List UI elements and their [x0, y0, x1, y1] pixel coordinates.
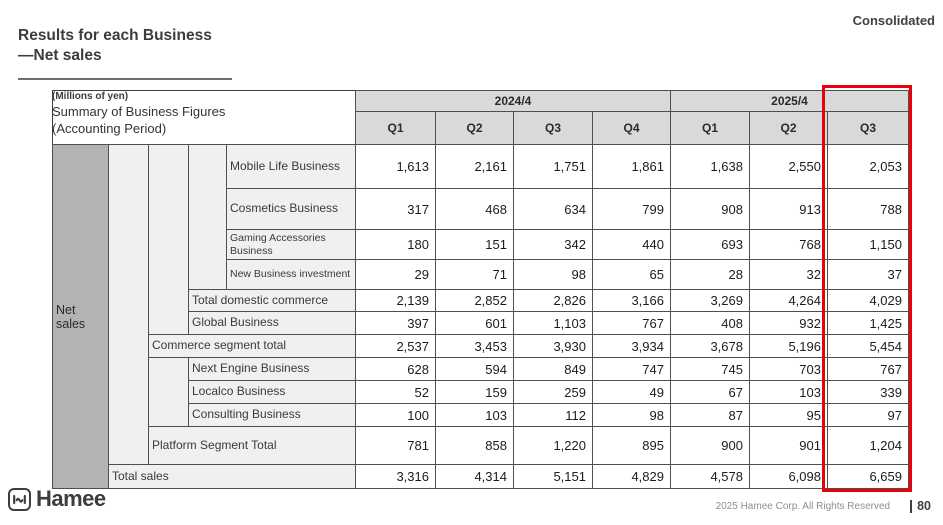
value-cell: 317: [356, 189, 436, 230]
value-cell: 6,659: [828, 465, 909, 489]
table-row: [53, 358, 909, 381]
value-cell: 781: [356, 427, 436, 465]
quarter-header-cell: Q1: [671, 112, 750, 145]
row-label-cell: Global Business: [189, 312, 356, 335]
value-cell: 901: [750, 427, 828, 465]
quarter-header-cell: Q3: [514, 112, 593, 145]
value-cell: 1,751: [514, 145, 593, 189]
indent-cell: [189, 145, 227, 290]
value-cell: 1,150: [828, 230, 909, 260]
value-cell: 2,053: [828, 145, 909, 189]
value-cell: 932: [750, 312, 828, 335]
value-cell: 100: [356, 404, 436, 427]
value-cell: 2,161: [436, 145, 514, 189]
value-cell: 4,578: [671, 465, 750, 489]
value-cell: 2,537: [356, 335, 436, 358]
value-cell: 103: [750, 381, 828, 404]
value-cell: 849: [514, 358, 593, 381]
value-cell: 98: [514, 260, 593, 290]
value-cell: 4,829: [593, 465, 671, 489]
value-cell: 895: [593, 427, 671, 465]
row-group-header-cell: Net sales: [53, 145, 109, 489]
table-row: [53, 335, 909, 358]
value-cell: 5,454: [828, 335, 909, 358]
table-caption-line2: (Accounting Period): [52, 120, 167, 136]
value-cell: 4,314: [436, 465, 514, 489]
value-cell: 29: [356, 260, 436, 290]
row-label-cell: Next Engine Business: [189, 358, 356, 381]
title-underline: [18, 78, 232, 80]
value-cell: 408: [671, 312, 750, 335]
value-cell: 5,196: [750, 335, 828, 358]
value-cell: 440: [593, 230, 671, 260]
value-cell: 628: [356, 358, 436, 381]
value-cell: 5,151: [514, 465, 593, 489]
value-cell: 634: [514, 189, 593, 230]
value-cell: 2,852: [436, 290, 514, 312]
value-cell: 745: [671, 358, 750, 381]
page-title: [18, 26, 212, 67]
value-cell: 28: [671, 260, 750, 290]
table-row: [53, 145, 909, 189]
value-cell: 767: [593, 312, 671, 335]
consolidated-tag: Consolidated: [852, 13, 935, 28]
row-label-cell: Total sales: [109, 465, 356, 489]
footer: [716, 499, 931, 513]
value-cell: 799: [593, 189, 671, 230]
value-cell: 1,204: [828, 427, 909, 465]
value-cell: 908: [671, 189, 750, 230]
row-label-cell: Consulting Business: [189, 404, 356, 427]
value-cell: 3,934: [593, 335, 671, 358]
row-label-cell: Total domestic commerce: [189, 290, 356, 312]
value-cell: 768: [750, 230, 828, 260]
value-cell: 594: [436, 358, 514, 381]
quarter-header-cell: Q2: [436, 112, 514, 145]
row-label-cell: Gaming Accessories Business: [227, 230, 356, 260]
value-cell: 3,930: [514, 335, 593, 358]
row-label-cell: Mobile Life Business: [227, 145, 356, 189]
value-cell: 65: [593, 260, 671, 290]
value-cell: 32: [750, 260, 828, 290]
quarter-header-cell: Q3: [828, 112, 909, 145]
value-cell: 468: [436, 189, 514, 230]
value-cell: 1,220: [514, 427, 593, 465]
page-title-line1: Results for each Business: [18, 27, 212, 44]
value-cell: 1,613: [356, 145, 436, 189]
table-caption-line1: Summary of Business Figures: [52, 104, 226, 119]
row-label-cell: Commerce segment total: [149, 335, 356, 358]
quarter-header-cell: Q2: [750, 112, 828, 145]
hamee-logo-text: Hamee: [36, 486, 106, 511]
value-cell: 4,029: [828, 290, 909, 312]
value-cell: 151: [436, 230, 514, 260]
value-cell: 2,139: [356, 290, 436, 312]
unit-note: (Millions of yen): [52, 91, 129, 102]
business-figures-table: [52, 90, 909, 489]
value-cell: 601: [436, 312, 514, 335]
year-header-cell: 2025/4: [671, 91, 909, 112]
row-label-cell: Cosmetics Business: [227, 189, 356, 230]
value-cell: 71: [436, 260, 514, 290]
hamee-logo-icon: [8, 488, 31, 511]
value-cell: 900: [671, 427, 750, 465]
value-cell: 2,550: [750, 145, 828, 189]
value-cell: 6,098: [750, 465, 828, 489]
value-cell: 1,861: [593, 145, 671, 189]
value-cell: 3,453: [436, 335, 514, 358]
value-cell: 858: [436, 427, 514, 465]
year-header-cell: 2024/4: [356, 91, 671, 112]
value-cell: 3,166: [593, 290, 671, 312]
page-title-line2: —Net sales: [18, 47, 102, 65]
value-cell: 342: [514, 230, 593, 260]
quarter-header-cell: Q1: [356, 112, 436, 145]
value-cell: 52: [356, 381, 436, 404]
value-cell: 693: [671, 230, 750, 260]
value-cell: 4,264: [750, 290, 828, 312]
value-cell: 95: [750, 404, 828, 427]
table-row: [53, 427, 909, 465]
value-cell: 259: [514, 381, 593, 404]
value-cell: 767: [828, 358, 909, 381]
row-label-cell: Localco Business: [189, 381, 356, 404]
value-cell: 747: [593, 358, 671, 381]
copyright-text: 2025 Hamee Corp. All Rights Reserved: [715, 500, 891, 512]
value-cell: 67: [671, 381, 750, 404]
value-cell: 1,638: [671, 145, 750, 189]
value-cell: 3,269: [671, 290, 750, 312]
value-cell: 2,826: [514, 290, 593, 312]
value-cell: 1,425: [828, 312, 909, 335]
value-cell: 180: [356, 230, 436, 260]
value-cell: 98: [593, 404, 671, 427]
value-cell: 49: [593, 381, 671, 404]
value-cell: 87: [671, 404, 750, 427]
value-cell: 103: [436, 404, 514, 427]
value-cell: 1,103: [514, 312, 593, 335]
value-cell: 112: [514, 404, 593, 427]
quarter-header-cell: Q4: [593, 112, 671, 145]
value-cell: 37: [828, 260, 909, 290]
page-number-divider: [910, 500, 912, 513]
indent-cell: [149, 358, 189, 427]
indent-cell: [109, 145, 149, 465]
table-caption: [52, 104, 225, 137]
hamee-logo: [8, 486, 106, 512]
value-cell: 788: [828, 189, 909, 230]
value-cell: 97: [828, 404, 909, 427]
value-cell: 397: [356, 312, 436, 335]
value-cell: 3,678: [671, 335, 750, 358]
row-label-cell: New Business investment: [227, 260, 356, 290]
value-cell: 703: [750, 358, 828, 381]
value-cell: 3,316: [356, 465, 436, 489]
value-cell: 913: [750, 189, 828, 230]
value-cell: 339: [828, 381, 909, 404]
page-number: 80: [917, 499, 931, 513]
value-cell: 159: [436, 381, 514, 404]
row-label-cell: Platform Segment Total: [149, 427, 356, 465]
indent-cell: [149, 145, 189, 335]
table-row: [53, 465, 909, 489]
